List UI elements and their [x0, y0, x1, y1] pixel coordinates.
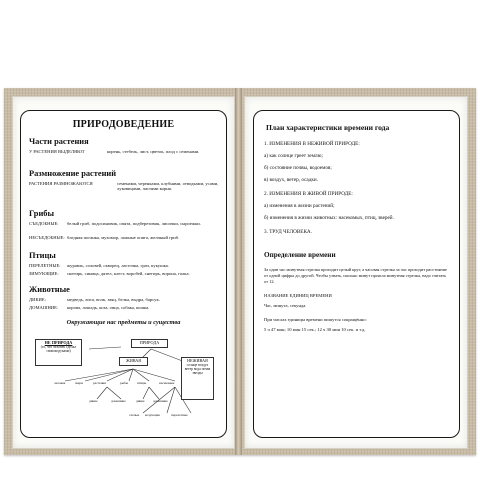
- row-key: ДИКИЕ:: [29, 297, 46, 302]
- not-nature-label: НЕ ПРИРОДА: [44, 339, 73, 345]
- living-box: [119, 357, 148, 366]
- plan-item: б) состояние почвы, водоемов;: [264, 165, 332, 171]
- not-nature-box: [35, 339, 82, 366]
- diagram-node: звери: [75, 381, 83, 385]
- right-page: [244, 96, 468, 449]
- left-panel: [20, 110, 227, 438]
- nature-box: [131, 339, 168, 348]
- row-key: У РАСТЕНИЯ ВЫДЕЛЯЮТ: [29, 149, 85, 154]
- diagram-node: слепые: [129, 413, 140, 417]
- diagram-node: домашние: [111, 399, 126, 403]
- row-key: ЗИМУЮЩИЕ:: [29, 271, 59, 276]
- section-heading: Размножение растений: [29, 169, 117, 178]
- time-heading: Определение времени: [264, 251, 336, 259]
- nonliving-items: солнце воздух ветер вода почва звезды: [184, 362, 211, 375]
- example-text: 5 ч 47 мин; 10 мин 15 сек.; 12 ч 30 мин 10 сек. и т.д.: [264, 327, 366, 332]
- abbrev-text: При числах единицы времени пишутся сокращённо:: [264, 317, 367, 322]
- book-spine: [235, 88, 242, 455]
- diagram-node: дикие: [89, 399, 98, 403]
- diagram-node: перелетные: [171, 413, 188, 417]
- nonliving-box: [181, 357, 214, 400]
- plan-item: 3. ТРУД ЧЕЛОВЕКА.: [264, 229, 312, 235]
- plan-item: а) изменения в жизни растений;: [264, 203, 335, 209]
- row-key: ПЕРЕЛЕТНЫЕ:: [29, 263, 61, 268]
- nature-label: ПРИРОДА: [139, 339, 160, 345]
- diagram-node: дикие: [136, 399, 145, 403]
- diagram-node: рыбы: [120, 381, 128, 385]
- row-value: снегирь, синица, дятел, клест, воробей, снегирь, ворона, галка.: [67, 271, 190, 276]
- diagram-node: насекомые: [159, 381, 175, 385]
- row-key: НЕСЪЕДОБНЫЕ:: [29, 235, 65, 240]
- diagram-node: птицы: [137, 381, 147, 385]
- plan-item: 2. ИЗМЕНЕНИЯ В ЖИВОЙ ПРИРОДЕ:: [264, 191, 353, 197]
- diagram-node: домашние: [153, 399, 168, 403]
- right-panel: [253, 110, 460, 438]
- plan-item: б) изменения в жизни животных: насекомых, птиц, зверей.: [264, 215, 394, 221]
- section-heading: Части растения: [29, 137, 89, 146]
- left-page: [12, 96, 235, 449]
- row-key: ДОМАШНИЕ:: [29, 305, 59, 310]
- units-title: НАЗВАНИЕ ЕДИНИЦ ВРЕМЕНИ: [264, 293, 332, 298]
- row-key: СЪЕДОБНЫЕ:: [29, 221, 59, 226]
- row-value: семенами, черенками, клубнями, отводками, усами, луковицами, частями корня.: [117, 181, 219, 192]
- row-value: медведь, лиса, волк, заяц, белка, выдра, барсук.: [67, 297, 160, 302]
- not-nature-note: (то, что человек сделал своими руками): [40, 344, 77, 353]
- row-value: белый гриб, подосиновик, опята, подберезовик, лисички, сыроежки.: [67, 221, 201, 226]
- plan-item: 1. ИЗМЕНЕНИЯ В НЕЖИВОЙ ПРИРОДЕ:: [264, 141, 360, 147]
- row-value: корова, лошадь, коза, овца, собака, кошка.: [67, 305, 150, 310]
- plan-item: в) воздух, ветер, осадки.: [264, 177, 318, 183]
- diagram-node: кочующие: [145, 413, 160, 417]
- units-text: Час, минута, секунда.: [264, 303, 307, 308]
- row-value: корень, стебель, лист, цветок, плод с семенами.: [107, 149, 200, 154]
- season-plan-title: План характеристики времени года: [266, 123, 390, 132]
- section-heading: Грибы: [29, 209, 55, 218]
- row-value: бледная поганка, мухомор, ложные опята, желчный гриб.: [67, 235, 180, 240]
- section-heading: Птицы: [29, 251, 56, 260]
- nonliving-label: НЕЖИВАЯ: [187, 357, 208, 363]
- row-value: журавль, соловей, скворец, ласточка, грач, кукушка.: [67, 263, 169, 268]
- row-key: РАСТЕНИЯ РАЗМНОЖАЮТСЯ: [29, 181, 93, 186]
- plan-item: а) как солнце греет землю;: [264, 153, 323, 159]
- diagram-node: человек: [54, 381, 66, 385]
- diagram-node: растения: [93, 381, 106, 385]
- section-heading: Животные: [29, 285, 70, 294]
- time-paragraph: За один час минутная стрелка проходит целый круг, а часовая стрелка за час проходит расстояние от одной цифры до другой. Чтобы узнать, сколько минут прошла минутная стрелка, надо считать от 12.: [264, 267, 447, 284]
- diagram-title: Окружающие нас предметы и существа: [66, 319, 181, 326]
- living-label: ЖИВАЯ: [125, 357, 142, 363]
- page-title: ПРИРОДОВЕДЕНИЕ: [72, 119, 175, 130]
